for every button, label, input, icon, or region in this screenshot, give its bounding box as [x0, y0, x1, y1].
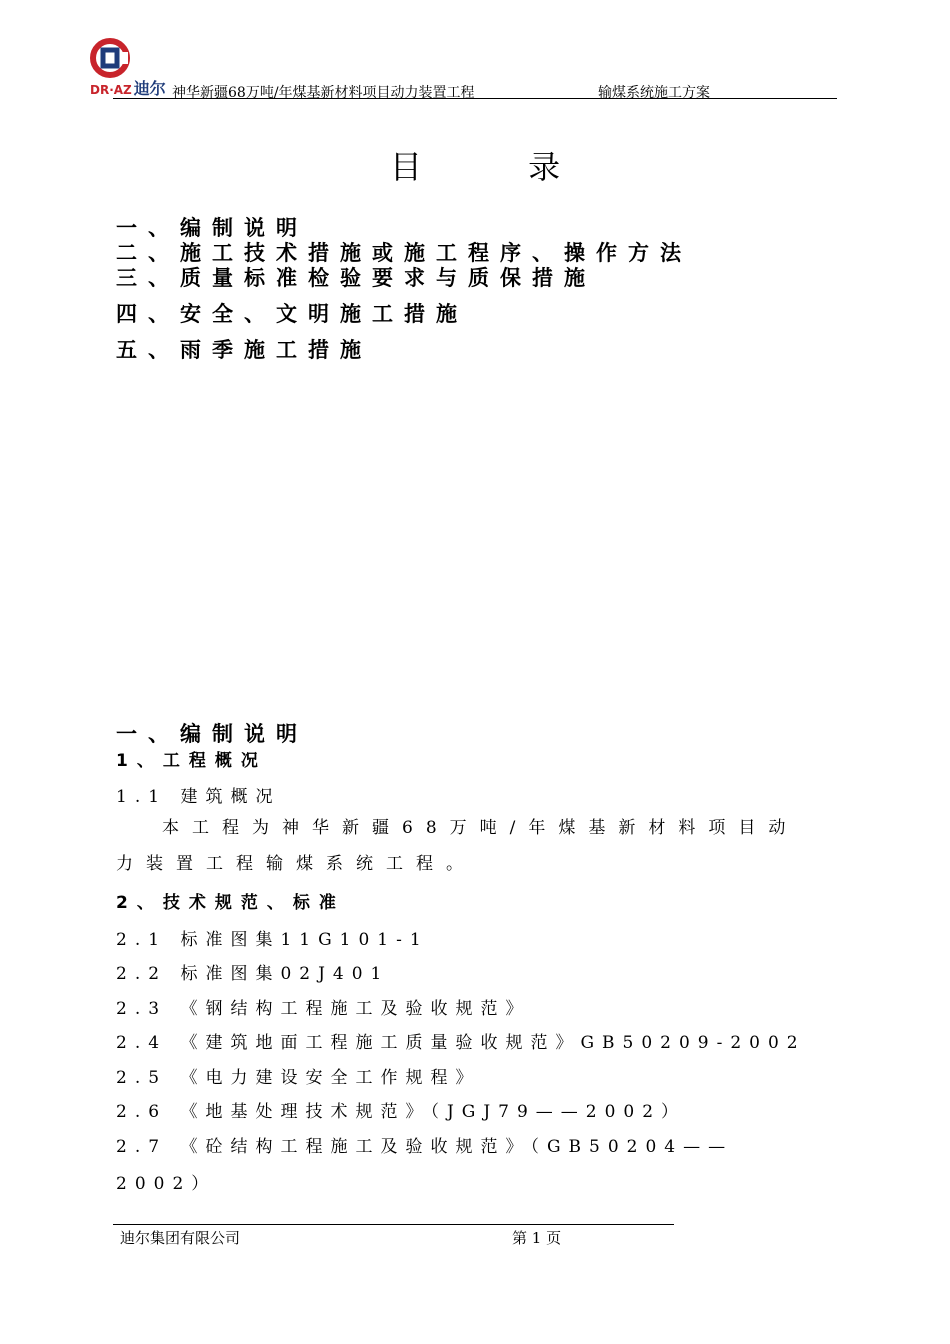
header-project-title: 神华新疆68万吨/年煤基新材料项目动力装置工程 — [172, 85, 475, 101]
toc-item: 五、雨季施工措施 — [116, 338, 372, 362]
logo-text: DR·AZ 迪尔 — [90, 79, 166, 98]
subsection-title: 1.1 建筑概况 — [116, 787, 281, 807]
footer-page-number: 第 1 页 — [512, 1229, 562, 1247]
subsection-heading: 2、技术规范、标准 — [116, 893, 345, 913]
footer-rule — [113, 1224, 674, 1225]
list-item: 2.6 《地基处理技术规范》（JGJ79——2002） — [116, 1102, 687, 1122]
list-item: 2.5 《电力建设安全工作规程》 — [116, 1068, 481, 1088]
list-item: 2.2 标准图集02J401 — [116, 964, 390, 984]
subsection-heading: 1、工程概况 — [116, 751, 267, 771]
toc-item: 一、编制说明 — [116, 216, 308, 240]
footer-company: 迪尔集团有限公司 — [120, 1229, 241, 1247]
list-item: 2.1 标准图集11G101-1 — [116, 930, 429, 950]
header-rule — [113, 98, 837, 99]
logo-mark-icon — [90, 38, 130, 78]
toc-item: 二、施工技术措施或施工程序、操作方法 — [116, 241, 692, 265]
toc-title: 目 录 — [389, 148, 561, 186]
toc-item: 四、安全、文明施工措施 — [116, 302, 468, 326]
header-document-title: 输煤系统施工方案 — [598, 85, 710, 101]
list-item: 2.7 《砼结构工程施工及验收规范》（GB50204—— — [116, 1137, 734, 1157]
list-item: 2.4 《建筑地面工程施工质量验收规范》GB50209-2002 — [116, 1033, 806, 1053]
list-item: 2.3 《钢结构工程施工及验收规范》 — [116, 999, 531, 1019]
list-item-continuation: 2002） — [116, 1174, 217, 1194]
toc-item: 三、质量标准检验要求与质保措施 — [116, 266, 596, 290]
section-heading: 一、编制说明 — [116, 722, 308, 746]
body-paragraph: 本工程为神华新疆68万吨/年煤基新材料项目动力装置工程输煤系统工程。 — [116, 818, 799, 874]
